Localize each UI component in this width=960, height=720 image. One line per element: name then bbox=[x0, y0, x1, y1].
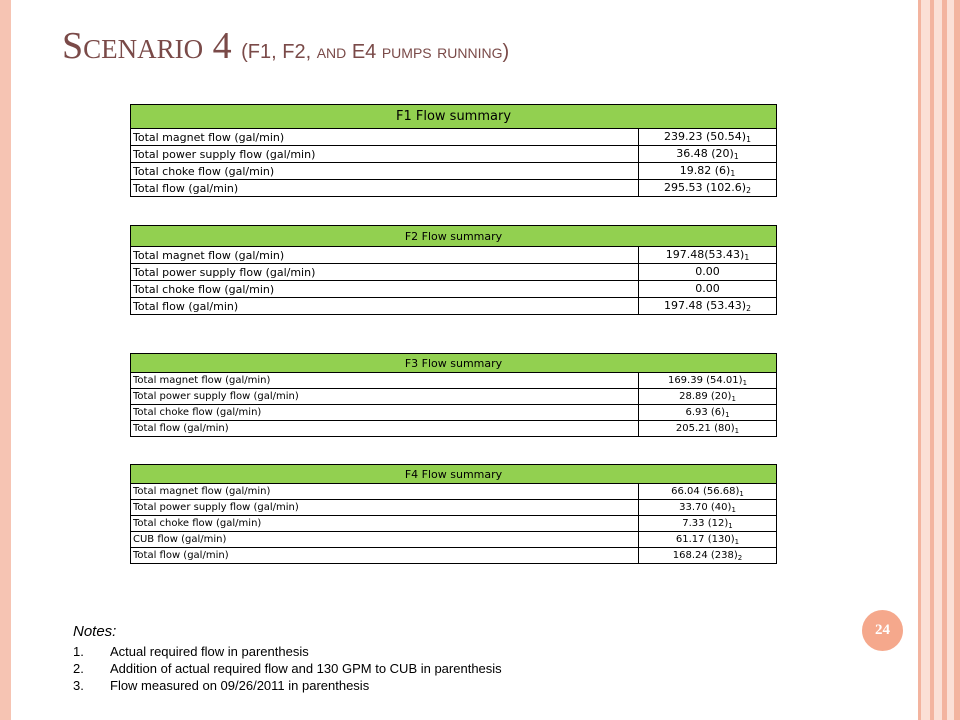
notes-title: Notes: bbox=[73, 623, 117, 640]
table-row bbox=[131, 532, 777, 548]
slide-title bbox=[62, 24, 509, 68]
table-header: F4 Flow summary bbox=[131, 465, 777, 484]
row-label: Total flow (gal/min) bbox=[131, 548, 639, 564]
row-label: Total choke flow (gal/min) bbox=[131, 163, 639, 180]
slide-title-main: Scenario 4 bbox=[62, 25, 232, 67]
f1-flow-summary-table bbox=[130, 104, 777, 197]
row-value: 33.70 $(40)_1$ bbox=[639, 500, 777, 516]
note-ref: 1 bbox=[744, 253, 750, 262]
page-number-badge: 24 bbox=[862, 610, 903, 651]
right-decorative-stripes bbox=[918, 0, 960, 720]
row-label: Total magnet flow (gal/min) bbox=[131, 247, 639, 264]
note-text: Flow measured on 09/26/2011 in parenthesis bbox=[110, 678, 370, 693]
table-row bbox=[131, 484, 777, 500]
row-value: 19.82 $(6)_1$ bbox=[639, 163, 777, 180]
table-row bbox=[131, 500, 777, 516]
table-row bbox=[131, 389, 777, 405]
note-ref: 1 bbox=[730, 169, 736, 178]
row-value: 7.33 $(12)_1$ bbox=[639, 516, 777, 532]
row-value: 66.04 $(56.68)_1$ bbox=[639, 484, 777, 500]
row-label: Total choke flow (gal/min) bbox=[131, 281, 639, 298]
table-row bbox=[131, 180, 777, 197]
table-row bbox=[131, 247, 777, 264]
row-value: 169.39 $(54.01)_1$ bbox=[639, 373, 777, 389]
table-row bbox=[131, 548, 777, 564]
row-label: Total flow (gal/min) bbox=[131, 180, 639, 197]
note-ref: 1 bbox=[731, 394, 736, 403]
table-header: F1 Flow summary bbox=[131, 105, 777, 129]
table-row bbox=[131, 421, 777, 437]
note-ref: 1 bbox=[746, 135, 751, 144]
notes-section bbox=[73, 623, 502, 694]
row-value: 0.00 bbox=[639, 281, 777, 298]
row-label: Total power supply flow (gal/min) bbox=[131, 264, 639, 281]
row-value: 0.00 bbox=[639, 264, 777, 281]
table-row bbox=[131, 281, 777, 298]
row-value: 61.17 $(130)_1$ bbox=[639, 532, 777, 548]
note-ref: 1 bbox=[742, 378, 748, 387]
row-label: Total magnet flow (gal/min) bbox=[131, 129, 639, 146]
row-label: Total power supply flow (gal/min) bbox=[131, 500, 639, 516]
row-value: 168.24 $(238)_2$ bbox=[639, 548, 777, 564]
row-label: Total choke flow (gal/min) bbox=[131, 516, 639, 532]
table-row bbox=[131, 373, 777, 389]
list-item bbox=[73, 677, 502, 694]
row-value: 6.93 $(6)_1$ bbox=[639, 405, 777, 421]
note-ref: 1 bbox=[725, 410, 730, 419]
row-label: Total power supply flow (gal/min) bbox=[131, 146, 639, 163]
row-value: 36.48 $(20)_1$ bbox=[639, 146, 777, 163]
note-number: 3. bbox=[73, 678, 84, 693]
row-value: $197.48(53.43)_1$ bbox=[639, 247, 777, 264]
note-number: 2. bbox=[73, 661, 84, 676]
row-value: 295.53 $(102.6)_2$ bbox=[639, 180, 777, 197]
row-label: Total flow (gal/min) bbox=[131, 298, 639, 315]
f2-flow-summary-table bbox=[130, 225, 777, 315]
row-label: Total magnet flow (gal/min) bbox=[131, 484, 639, 500]
note-ref: 2 bbox=[746, 304, 751, 313]
table-header: F2 Flow summary bbox=[131, 226, 777, 247]
list-item bbox=[73, 660, 502, 677]
table-header: F3 Flow summary bbox=[131, 354, 777, 373]
note-ref: 2 bbox=[737, 553, 743, 562]
table-row bbox=[131, 298, 777, 315]
table-row bbox=[131, 146, 777, 163]
note-ref: 1 bbox=[733, 152, 739, 161]
table-row bbox=[131, 264, 777, 281]
table-row bbox=[131, 516, 777, 532]
row-label: Total magnet flow (gal/min) bbox=[131, 373, 639, 389]
row-value: 197.48 $(53.43)_2$ bbox=[639, 298, 777, 315]
row-label: Total choke flow (gal/min) bbox=[131, 405, 639, 421]
note-ref: 1 bbox=[734, 537, 740, 546]
note-ref: 1 bbox=[731, 505, 736, 514]
left-accent-bar bbox=[0, 0, 11, 720]
table-row bbox=[131, 163, 777, 180]
row-label: Total flow (gal/min) bbox=[131, 421, 639, 437]
row-value: 205.21 $(80)_1$ bbox=[639, 421, 777, 437]
note-ref: 2 bbox=[746, 186, 751, 195]
note-ref: 1 bbox=[734, 426, 740, 435]
list-item bbox=[73, 643, 502, 660]
slide-title-sub: (F1, F2, and E4 pumps running) bbox=[241, 41, 510, 63]
note-text: Actual required flow in parenthesis bbox=[110, 644, 309, 659]
row-label: Total power supply flow (gal/min) bbox=[131, 389, 639, 405]
f3-flow-summary-table bbox=[130, 353, 777, 437]
row-value: 28.89 $(20)_1$ bbox=[639, 389, 777, 405]
row-label: CUB flow (gal/min) bbox=[131, 532, 639, 548]
row-value: 239.23 $(50.54)_1$ bbox=[639, 129, 777, 146]
note-ref: 1 bbox=[739, 489, 744, 498]
table-row bbox=[131, 129, 777, 146]
table-row bbox=[131, 405, 777, 421]
note-ref: 1 bbox=[728, 521, 733, 530]
note-number: 1. bbox=[73, 644, 84, 659]
note-text: Addition of actual required flow and 130 GPM to CUB in parenthesis bbox=[110, 661, 502, 676]
notes-list bbox=[73, 643, 502, 694]
f4-flow-summary-table bbox=[130, 464, 777, 564]
